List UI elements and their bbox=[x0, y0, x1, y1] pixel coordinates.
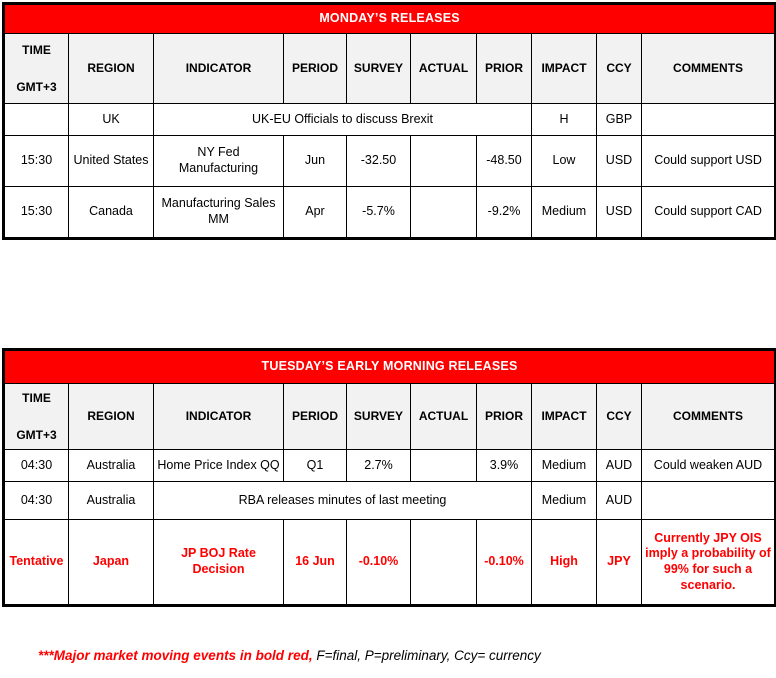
cell-comments: Could support CAD bbox=[642, 187, 776, 239]
cell-prior: 3.9% bbox=[477, 450, 532, 482]
col-header-indicator: INDICATOR bbox=[154, 384, 284, 450]
cell-prior: -0.10% bbox=[477, 520, 532, 606]
cell-survey: -32.50 bbox=[347, 136, 411, 187]
cell-impact: Medium bbox=[532, 482, 597, 520]
col-header-prior: PRIOR bbox=[477, 34, 532, 104]
table-title: TUESDAY’S EARLY MORNING RELEASES bbox=[4, 350, 776, 384]
cell-impact: H bbox=[532, 104, 597, 136]
table-row bbox=[4, 482, 776, 520]
col-header-prior: PRIOR bbox=[477, 384, 532, 450]
cell-actual bbox=[411, 187, 477, 239]
time-header-line1: TIME bbox=[22, 390, 51, 405]
cell-period: 16 Jun bbox=[284, 520, 347, 606]
col-header-region: REGION bbox=[69, 384, 154, 450]
cell-ccy: AUD bbox=[597, 450, 642, 482]
cell-time: 15:30 bbox=[4, 136, 69, 187]
footnote-emphasis: ***Major market moving events in bold red, bbox=[38, 648, 313, 663]
footnote bbox=[38, 648, 541, 663]
col-header-actual: ACTUAL bbox=[411, 384, 477, 450]
footnote-normal: F=final, P=preliminary, Ccy= currency bbox=[312, 648, 541, 663]
col-header-period: PERIOD bbox=[284, 34, 347, 104]
cell-ccy: AUD bbox=[597, 482, 642, 520]
table-row-highlighted bbox=[4, 520, 776, 606]
cell-survey: -5.7% bbox=[347, 187, 411, 239]
table-row bbox=[4, 187, 776, 239]
cell-prior: -48.50 bbox=[477, 136, 532, 187]
col-header-ccy: CCY bbox=[597, 384, 642, 450]
cell-ccy: USD bbox=[597, 136, 642, 187]
time-header-line2: GMT+3 bbox=[16, 427, 57, 442]
cell-time: 15:30 bbox=[4, 187, 69, 239]
cell-region: UK bbox=[69, 104, 154, 136]
cell-comments bbox=[642, 104, 776, 136]
cell-ccy: GBP bbox=[597, 104, 642, 136]
cell-comments: Currently JPY OIS imply a probability of 99% for such a scenario. bbox=[642, 520, 776, 606]
col-header-comments: COMMENTS bbox=[642, 384, 776, 450]
cell-region: Canada bbox=[69, 187, 154, 239]
cell-impact: High bbox=[532, 520, 597, 606]
cell-merged-event: RBA releases minutes of last meeting bbox=[154, 482, 532, 520]
cell-indicator: Manufacturing Sales MM bbox=[154, 187, 284, 239]
col-header-actual: ACTUAL bbox=[411, 34, 477, 104]
monday-releases-table bbox=[2, 2, 776, 240]
tuesday-early-morning-releases-table bbox=[2, 348, 776, 607]
col-header-time bbox=[4, 34, 69, 104]
col-header-survey: SURVEY bbox=[347, 34, 411, 104]
table-title-row bbox=[4, 350, 776, 384]
col-header-comments: COMMENTS bbox=[642, 34, 776, 104]
table-title-row bbox=[4, 4, 776, 34]
cell-prior: -9.2% bbox=[477, 187, 532, 239]
cell-merged-event: UK-EU Officials to discuss Brexit bbox=[154, 104, 532, 136]
table-row bbox=[4, 136, 776, 187]
cell-ccy: JPY bbox=[597, 520, 642, 606]
time-header-line1: TIME bbox=[22, 42, 51, 57]
cell-actual bbox=[411, 520, 477, 606]
col-header-indicator: INDICATOR bbox=[154, 34, 284, 104]
cell-survey: 2.7% bbox=[347, 450, 411, 482]
cell-indicator: NY Fed Manufacturing bbox=[154, 136, 284, 187]
cell-time: Tentative bbox=[4, 520, 69, 606]
table-row bbox=[4, 104, 776, 136]
cell-impact: Low bbox=[532, 136, 597, 187]
col-header-impact: IMPACT bbox=[532, 384, 597, 450]
table-title: MONDAY’S RELEASES bbox=[4, 4, 776, 34]
time-header-lines bbox=[8, 43, 65, 95]
column-header-row bbox=[4, 384, 776, 450]
column-header-row bbox=[4, 34, 776, 104]
cell-comments bbox=[642, 482, 776, 520]
col-header-impact: IMPACT bbox=[532, 34, 597, 104]
time-header-line2: GMT+3 bbox=[16, 79, 57, 94]
col-header-period: PERIOD bbox=[284, 384, 347, 450]
cell-region: Australia bbox=[69, 482, 154, 520]
table-row bbox=[4, 450, 776, 482]
cell-indicator: Home Price Index QQ bbox=[154, 450, 284, 482]
cell-period: Jun bbox=[284, 136, 347, 187]
cell-comments: Could support USD bbox=[642, 136, 776, 187]
cell-region: United States bbox=[69, 136, 154, 187]
cell-region: Japan bbox=[69, 520, 154, 606]
cell-indicator: JP BOJ Rate Decision bbox=[154, 520, 284, 606]
cell-survey: -0.10% bbox=[347, 520, 411, 606]
cell-impact: Medium bbox=[532, 450, 597, 482]
col-header-region: REGION bbox=[69, 34, 154, 104]
col-header-ccy: CCY bbox=[597, 34, 642, 104]
col-header-survey: SURVEY bbox=[347, 384, 411, 450]
cell-region: Australia bbox=[69, 450, 154, 482]
cell-time bbox=[4, 104, 69, 136]
cell-period: Q1 bbox=[284, 450, 347, 482]
cell-period: Apr bbox=[284, 187, 347, 239]
cell-impact: Medium bbox=[532, 187, 597, 239]
cell-actual bbox=[411, 136, 477, 187]
col-header-time bbox=[4, 384, 69, 450]
cell-time: 04:30 bbox=[4, 482, 69, 520]
cell-ccy: USD bbox=[597, 187, 642, 239]
time-header-lines bbox=[8, 391, 65, 443]
cell-comments: Could weaken AUD bbox=[642, 450, 776, 482]
cell-time: 04:30 bbox=[4, 450, 69, 482]
cell-actual bbox=[411, 450, 477, 482]
